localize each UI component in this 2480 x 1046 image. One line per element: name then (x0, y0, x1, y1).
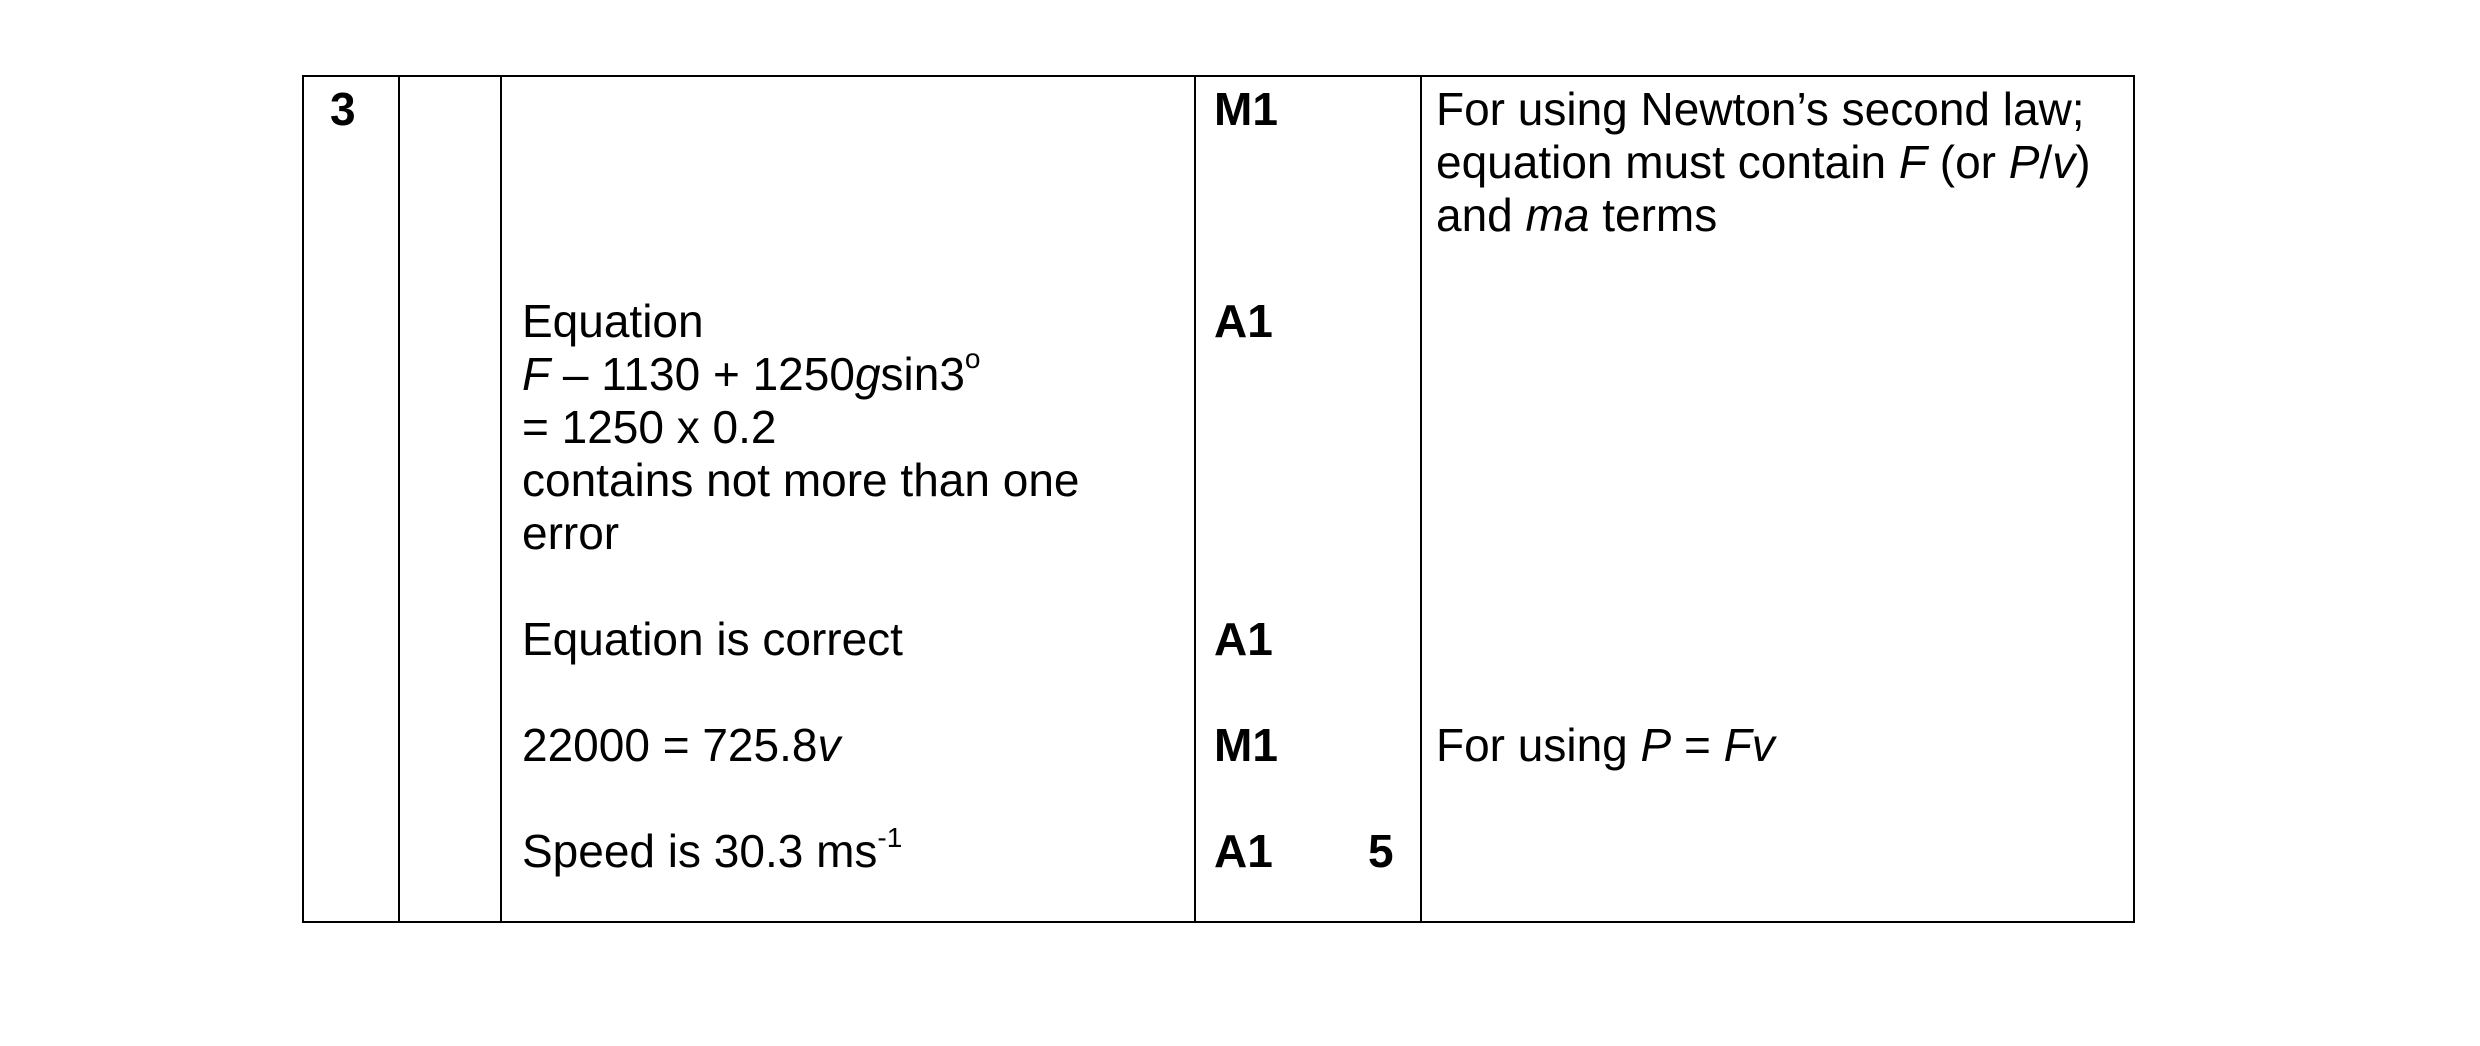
column-divider (500, 77, 502, 921)
answer-text: Speed is 30.3 $ms^{-1}$ (522, 822, 903, 877)
total-marks: 5 (1368, 825, 1394, 877)
column-divider (1420, 77, 1422, 921)
answer-text: Equation is correct (522, 613, 903, 665)
column-divider (1194, 77, 1196, 921)
mark-code: A1 (1214, 825, 1273, 877)
mark-code: A1 (1214, 613, 1273, 665)
mark-code: M1 (1214, 83, 1278, 135)
answer-line: = 1250 x 0.2 (522, 401, 777, 453)
question-number: 3 (330, 83, 356, 135)
answer-line: error (522, 507, 620, 559)
guidance-line: and ma terms (1436, 189, 1718, 241)
mark-code: A1 (1214, 295, 1273, 347)
guidance-note: For using P = Fv (1436, 719, 1775, 771)
mark-scheme-table (302, 75, 2135, 923)
answer-text: 22000 = 725.8v (522, 719, 841, 771)
guidance-line: For using Newton’s second law; (1436, 83, 2085, 135)
answer-line: $F - 1130 + 1250gsin3^o$ (522, 343, 981, 400)
mark-code: M1 (1214, 719, 1278, 771)
answer-line: Equation (522, 295, 704, 347)
column-divider (398, 77, 400, 921)
answer-line: contains not more than one (522, 454, 1080, 506)
guidance-line: equation must contain F (or P/v) (1436, 136, 2091, 188)
